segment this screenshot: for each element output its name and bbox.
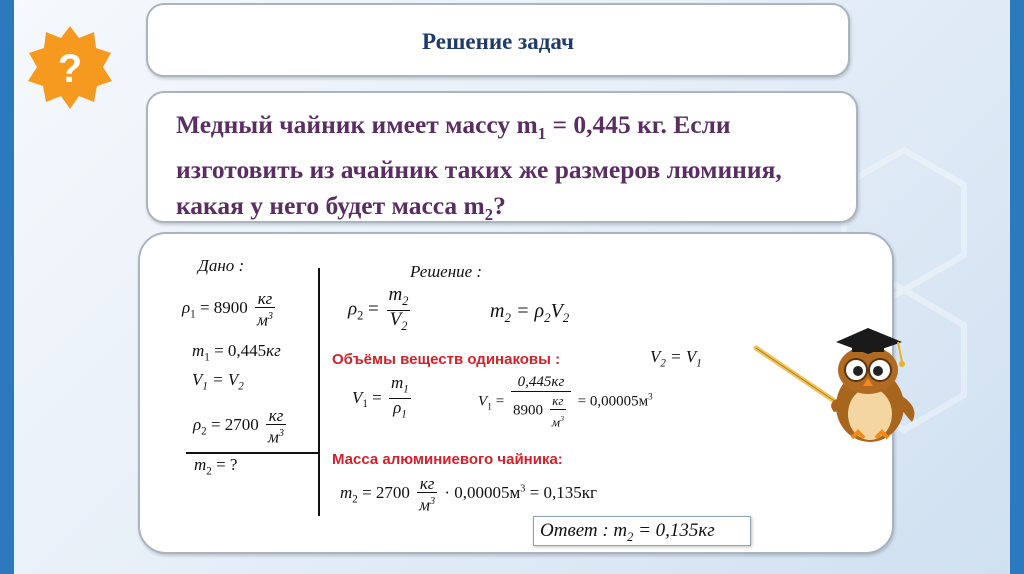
answer-box [533,516,751,546]
aluminium-mass-calculation: $m_2 = 2700$ $\frac{кг}{м^3}$ · $0,00005м^3 = 0,135кг$ [340,474,597,515]
mass-formula: $m_2 = \rho_2V_2$ [490,300,570,325]
given-solution-separator [318,268,320,516]
density-formula: $\rho_2$ = $\frac{m_2}{V_2}$ [348,284,409,333]
solution-heading: Решение : [410,262,483,281]
right-accent-bar [1010,0,1024,574]
volume-calculation: $V_1$ = 0,445кг 8900 $\frac{кг}{м^3}$ = $0,00005м^3$ [478,374,653,430]
owl-teacher-icon [752,322,928,444]
answer-text: Ответ : $m_2 = 0,135кг$ [540,520,715,544]
page-title: Решение задач [422,29,574,54]
problem-line-3: какая у него будет масса $m_2$? [176,191,506,225]
given-density-copper: $\rho_1 = 8900$ $\frac{кг}{м^3}$ [182,289,273,330]
given-unknown-mass: $m_2$ = ? [194,455,238,478]
problem-line-2: изготовить из ачайник таких же размеров люминия, [176,155,782,185]
given-heading: Дано : [198,256,245,275]
left-accent-bar [0,0,14,574]
given-density-aluminium: $\rho_2 = 2700$ $\frac{кг}{м^3}$ [193,406,284,447]
volume-relation: $V_2 = V_1$ [650,347,702,370]
badge-symbol: ? [57,47,83,91]
problem-panel [146,91,858,223]
given-equal-volumes: $V_1 = V_2$ [192,370,244,393]
title-panel [146,3,850,77]
problem-line-1: Медный чайник имеет массу $m_1 = 0,445$ кг. Если [176,110,731,144]
volumes-equal-label: Объёмы веществ одинаковы : [332,351,561,368]
given-divider [186,452,320,454]
given-mass-copper: $m_1 = 0,445кг$ [192,341,281,364]
problem-statement [176,107,846,233]
volume-formula: $V_1$ = $\frac{m_1}{\rho_1}$ [352,374,414,424]
question-mark-badge-icon [26,24,114,112]
aluminium-mass-label: Масса алюминиевого чайника: [332,451,563,468]
